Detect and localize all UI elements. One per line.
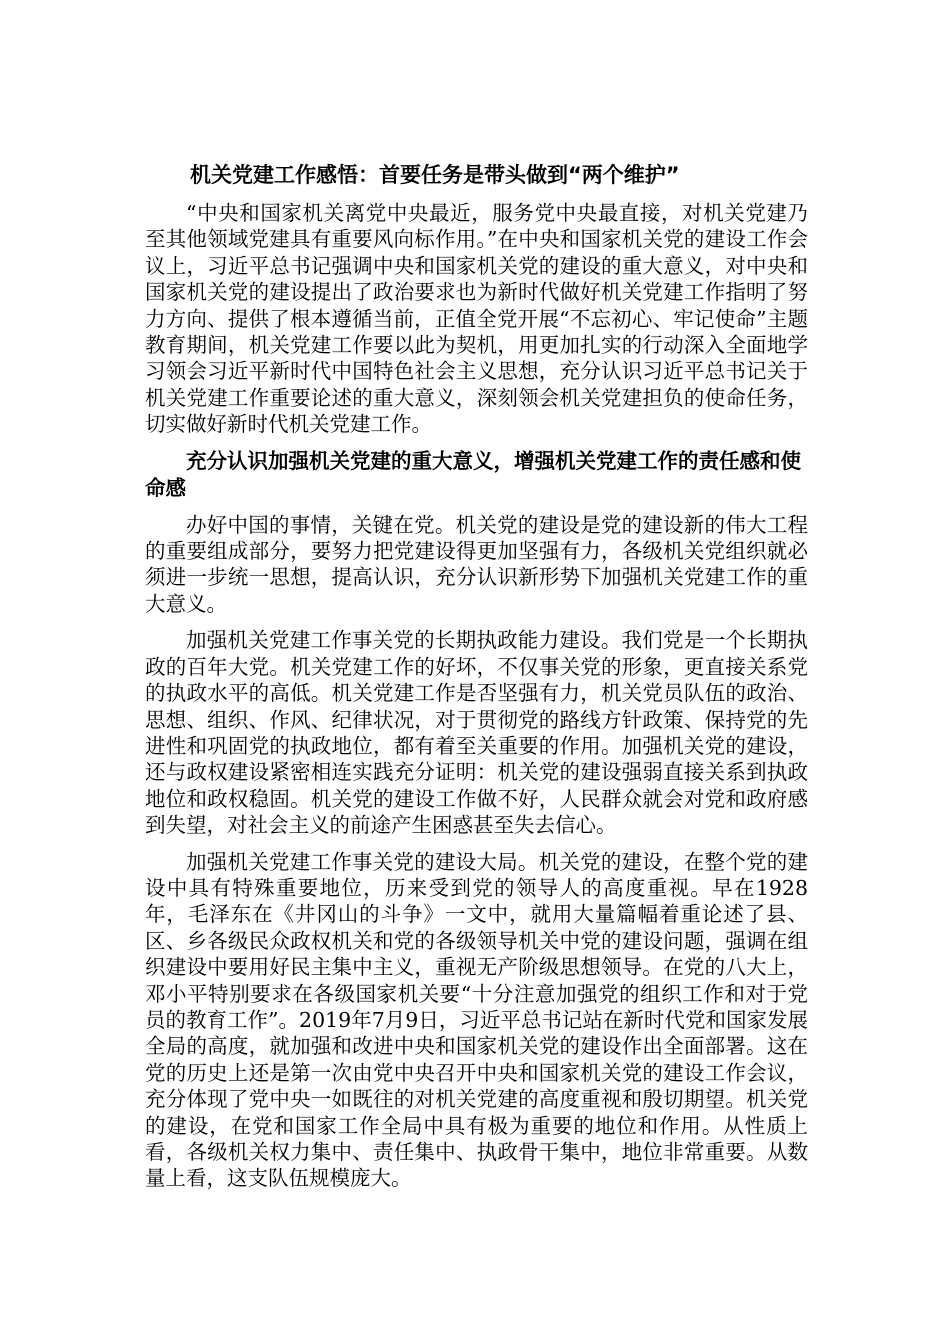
body-paragraph-3: 加强机关党建工作事关党的建设大局。机关党的建设，在整个党的建设中具有特殊重要地位，历来受到党的领导人的高度重视。早在1928年，毛泽东在《井冈山的斗争》一文中，就用大量篇幅着重论述了县、区、乡各级民众政权机关和党的各级领导机关中党的建设问题，强调在组织建设中要用好民主集中主义，重视无产阶级思想领导。在党的八大上，邓小平特别要求在各级国家机关要“十分注意加强党的组织工作和对于党员的教育工作”。2019年7月9日，习近平总书记站在新时代党和国家发展全局的高度，就加强和改进中央和国家机关党的建设作出全面部署。这在党的历史上还是第一次由党中央召开中央和国家机关党的建设工作会议，充分体现了党中央一如既往的对机关党建的高度重视和殷切期望。机关党的建设，在党和国家工作全局中具有极为重要的地位和作用。从性质上看，各级机关权力集中、责任集中、执政骨干集中，地位非常重要。从数量上看，这支队伍规模庞大。 — [145, 849, 808, 1191]
body-paragraph-1: 办好中国的事情，关键在党。机关党的建设是党的建设新的伟大工程的重要组成部分，要努力把党建设得更加坚强有力，各级机关党组织就必须进一步统一思想，提高认识，充分认识新形势下加强机关党建工作的重大意义。 — [145, 512, 808, 616]
intro-paragraph: “中央和国家机关离党中央最近，服务党中央最直接，对机关党建乃至其他领域党建具有重要风向标作用。”在中央和国家机关党的建设工作会议上，习近平总书记强调中央和国家机关党的建设的重大意义，对中央和国家机关党的建设提出了政治要求也为新时代做好机关党建工作指明了努力方向、提供了根本遵循当前，正值全党开展“不忘初心、牢记使命”主题教育期间，机关党建工作要以此为契机，用更加扎实的行动深入全面地学习领会习近平新时代中国特色社会主义思想，充分认识习近平总书记关于机关党建工作重要论述的重大意义，深刻领会机关党建担负的使命任务，切实做好新时代机关党建工作。 — [145, 201, 808, 437]
section-heading: 充分认识加强机关党建的重大意义，增强机关党建工作的责任感和使命感 — [145, 448, 801, 500]
document-title: 机关党建工作感悟：首要任务是带头做到“两个维护” — [190, 163, 680, 187]
body-paragraph-2: 加强机关党建工作事关党的长期执政能力建设。我们党是一个长期执政的百年大党。机关党建工作的好坏，不仅事关党的形象，更直接关系党的执政水平的高低。机关党建工作是否坚强有力，机关党员队伍的政治、思想、组织、作风、纪律状况，对于贯彻党的路线方针政策、保持党的先进性和巩固党的执政地位，都有着至关重要的作用。加强机关党的建设，还与政权建设紧密相连实践充分证明：机关党的建设强弱直接关系到执政地位和政权稳固。机关党的建设工作做不好，人民群众就会对党和政府感到失望，对社会主义的前途产生困惑甚至失去信心。 — [145, 628, 808, 838]
